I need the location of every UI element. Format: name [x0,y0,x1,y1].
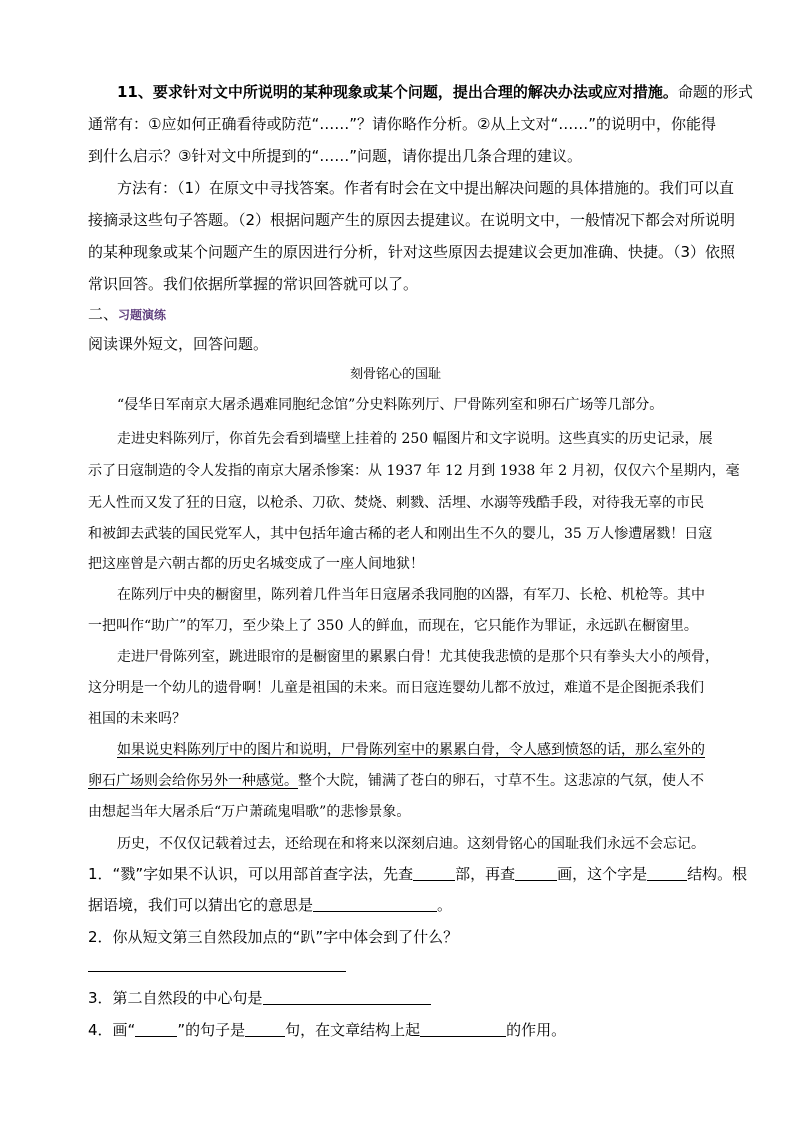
answer-blank-structure[interactable] [647,864,687,881]
question-1-text-c: 画，这个字是 [557,865,648,883]
question-4-text-c: 句，在文章结构上起 [285,1021,421,1039]
article-p4-line1: 走进尸骨陈列室，跳进眼帘的是橱窗里的累累白骨！尤其使我悲愤的是那个只有拳头大小的颅骨， [117,649,719,665]
question-3-text: 3．第二自然段的中心句是 [88,989,263,1007]
article-p4-line3: 祖国的未来吗？ [88,711,186,727]
article-p1: “侵华日军南京大屠杀遇难同胞纪念馆”分史料陈列厅、尸骨陈列室和卵石广场等几部分。 [117,397,664,413]
question-1-text-b: 部，再查 [455,865,516,883]
tip-line-2: 通常有：①应如何正确看待或防范“……”？请你略作分析。②从上文对“……”的说明中，你能得 [88,115,716,133]
article-p3-line1: 在陈列厅中央的橱窗里，陈列着几件当年日寇屠杀我同胞的凶器，有军刀、长枪、机枪等。其中 [117,587,705,603]
answer-blank-meaning[interactable] [313,895,437,912]
article-title: 刻骨铭心的国耻 [350,367,442,382]
section-title: 习题演练 [118,308,167,322]
tip-line-3: 到什么启示？③针对文中所提到的“……”问题，请你提出几条合理的建议。 [88,147,582,165]
question-4-text-b: ”的句子是 [177,1021,246,1039]
underlined-sentence-part2: 卵石广场则会给你另外一种感觉。 [88,773,298,789]
article-p2-line5: 把这座曾是六朝古都的历史名城变成了一座人间地狱！ [88,556,424,572]
question-1-text-f: 。 [437,896,453,914]
method-line-2: 接摘录这些句子答题。（2）根据问题产生的原因去提建议。在说明文中，一般情况下都会对所说明 [88,211,736,229]
article-p3-line2: 一把叫作“助广”的军刀，至少染上了 350 人的鲜血，而现在，它只能作为罪证，永远趴在橱窗里。 [88,618,698,634]
tip-heading: 11、要求针对文中所说明的某种现象或某个问题，提出合理的解决办法或应对措施。 [117,83,678,101]
article-p4-line2: 这分明是一个幼儿的遗骨啊！儿童是祖国的未来。而日寇连婴幼儿都不放过，难道不是企图扼杀我们 [88,680,704,696]
article-p5-tail: 整个大院，铺满了苍白的卵石，寸草不生。这悲凉的气氛，使人不 [298,773,704,789]
article-p2-line1: 走进史料陈列厅，你首先会看到墙壁上挂着的 250 幅图片和文字说明。这些真实的历史记录，展 [117,431,713,447]
tip-heading-tail: 命题的形式 [677,83,753,101]
article-p2-line4: 和被卸去武装的国民党军人，其中包括年逾古稀的老人和刚出生不久的婴儿，35 万人惨遭屠戮！日寇 [88,526,713,542]
section-number: 二、 [88,305,119,323]
tip-line-1 [117,82,753,102]
article-p5-line2 [88,771,704,791]
question-1-line2 [88,895,452,915]
answer-blank-central-sentence[interactable] [263,988,431,1005]
question-2: 2．你从短文第三自然段加点的“趴”字中体会到了什么？ [88,928,459,946]
answer-blank-sentence-type[interactable] [245,1020,285,1037]
underlined-sentence-part1: 如果说史料陈列厅中的图片和说明，尸骨陈列室中的累累白骨，令人感到愤怒的话，那么室外的 [117,742,705,758]
question-3 [88,988,431,1008]
question-1-line1 [88,864,747,884]
method-line-1: 方法有：（1）在原文中寻找答案。作者有时会在文中提出解决问题的具体措施的。我们可以直 [117,179,735,197]
question-1-text-e: 据语境，我们可以猜出它的意思是 [88,896,314,914]
article-p5-line1 [117,740,705,760]
section-heading [88,304,166,325]
instruction: 阅读课外短文，回答问题。 [88,335,269,353]
question-1-text-d: 结构。根 [687,865,748,883]
answer-blank-radical[interactable] [413,864,455,881]
question-4-text-a: 4．画“ [88,1021,136,1039]
article-p2-line3: 无人性而又发了狂的日寇，以枪杀、刀砍、焚烧、刺戮、活埋、水溺等残酷手段，对待我无辜的市民 [88,495,704,511]
answer-blank-mark[interactable] [135,1020,177,1037]
answer-blank-strokes[interactable] [515,864,557,881]
question-1-text-a: 1．“戮”字如果不认识，可以用部首查字法，先查 [88,865,414,883]
answer-blank-function[interactable] [420,1020,506,1037]
question-4-text-d: 的作用。 [506,1021,567,1039]
answer-line-question-2[interactable] [88,971,346,972]
article-p5-line3: 由想起当年大屠杀后“万户萧疏鬼唱歌”的悲惨景象。 [88,804,411,820]
article-p2-line2: 示了日寇制造的令人发指的南京大屠杀惨案：从 1937 年 12 月到 1938 年 2 月初，仅仅六个星期内，毫 [88,463,740,479]
method-line-3: 的某种现象或某个问题产生的原因进行分析，针对这些原因去提建议会更加准确、快捷。（3）依照 [88,243,736,261]
question-4 [88,1020,566,1040]
method-line-4: 常识回答。我们依据所掌握的常识回答就可以了。 [88,275,419,293]
article-p6: 历史，不仅仅记载着过去，还给现在和将来以深刻启迪。这刻骨铭心的国耻我们永远不会忘记。 [117,836,705,852]
